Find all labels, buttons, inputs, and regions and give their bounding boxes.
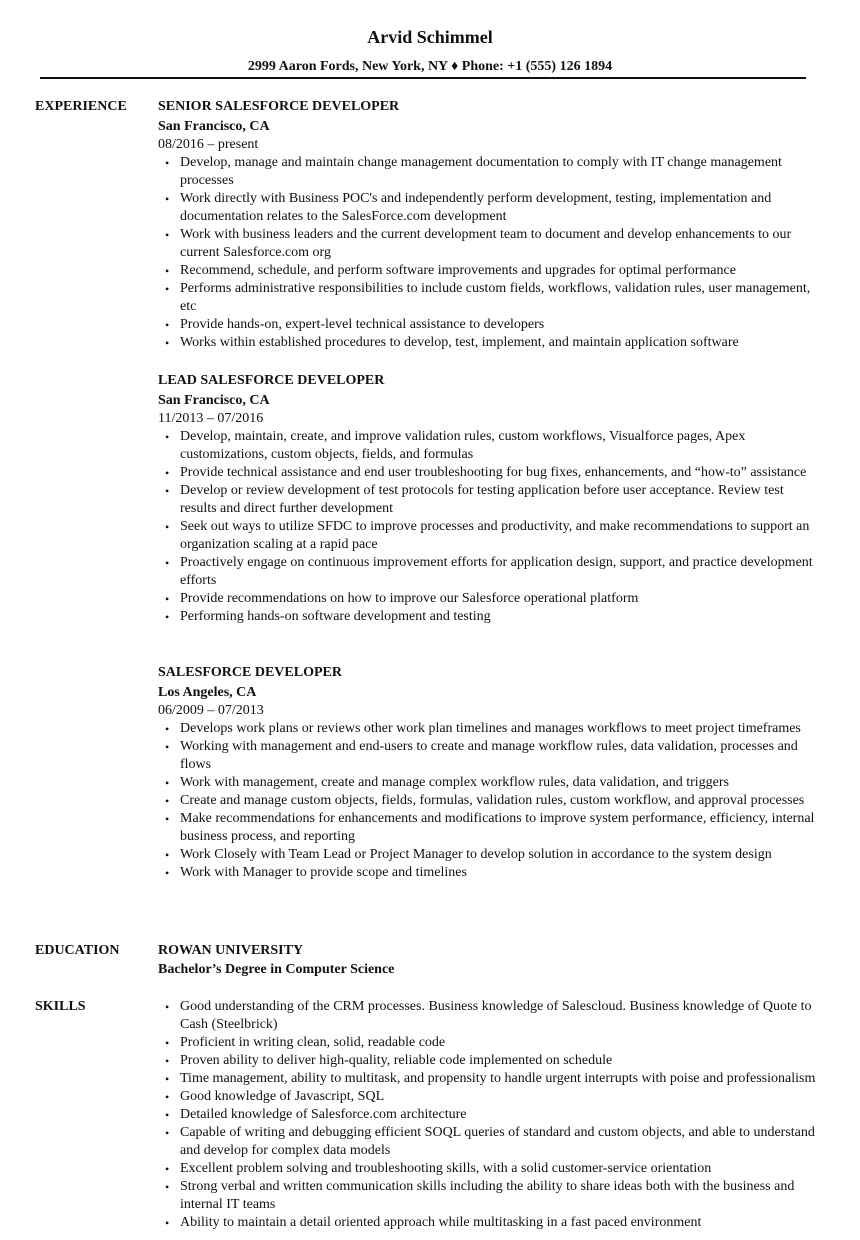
bullet-glyph: • <box>165 1126 170 1140</box>
job-location: San Francisco, CA <box>158 393 270 408</box>
bullet-text: Make recommendations for enhancements and modifications to improve system performance, efficiency, internal business process, and reporting <box>180 811 815 844</box>
bullet-text: Develop, maintain, create, and improve validation rules, custom workflows, Visualforce pages, Apex customizations, custom objects, fields, and formulas <box>180 429 746 462</box>
bullet-glyph: • <box>165 466 170 480</box>
bullet-text: Working with management and end-users to create and manage workflow rules, data validation, processes and flows <box>180 739 798 772</box>
bullet-text: Performs administrative responsibilities to include custom fields, workflows, validation rules, user management, etc <box>180 281 811 314</box>
bullet-glyph: • <box>165 794 170 808</box>
bullet-item <box>158 464 818 482</box>
bullet-text: Proactively engage on continuous improvement efforts for application design, support, and practice development efforts <box>180 555 813 588</box>
bullet-glyph: • <box>165 1162 170 1176</box>
bullet-text: Seek out ways to utilize SFDC to improve processes and productivity, and make recommendations to support an organization scaling at a rapid pace <box>180 519 810 552</box>
bullet-text: Create and manage custom objects, fields, formulas, validation rules, custom workflow, and approval processes <box>180 793 805 808</box>
job-location: Los Angeles, CA <box>158 685 257 700</box>
bullet-item <box>158 590 818 608</box>
skill-item <box>158 998 818 1034</box>
bullet-glyph: • <box>165 556 170 570</box>
bullet-text: Develop or review development of test protocols for testing application before user acceptance. Review test results and direct further development <box>180 483 784 516</box>
job-dates: 06/2009 – 07/2013 <box>158 703 264 718</box>
skill-text: Detailed knowledge of Salesforce.com architecture <box>180 1107 467 1122</box>
job-entry <box>158 664 818 882</box>
bullet-item <box>158 190 818 226</box>
bullet-glyph: • <box>165 866 170 880</box>
education-entry <box>158 942 818 979</box>
bullet-glyph: • <box>165 318 170 332</box>
job-title: SENIOR SALESFORCE DEVELOPER <box>158 99 400 114</box>
bullet-text: Work with business leaders and the current development team to document and develop enhancements to our current Salesforce.com org <box>180 227 792 260</box>
bullet-glyph: • <box>165 592 170 606</box>
skill-item <box>158 1088 818 1106</box>
bullet-glyph: • <box>165 520 170 534</box>
skill-item <box>158 1178 818 1214</box>
school-name: ROWAN UNIVERSITY <box>158 943 304 958</box>
skill-item <box>158 1106 818 1124</box>
bullet-glyph: • <box>165 1108 170 1122</box>
bullet-text: Works within established procedures to develop, test, implement, and maintain application software <box>180 335 739 350</box>
bullet-glyph: • <box>165 156 170 170</box>
bullet-text: Work with management, create and manage complex workflow rules, data validation, and triggers <box>180 775 729 790</box>
bullet-glyph: • <box>165 484 170 498</box>
skill-item <box>158 1052 818 1070</box>
skill-text: Ability to maintain a detail oriented approach while multitasking in a fast paced environment <box>180 1215 702 1230</box>
candidate-name: Arvid Schimmel <box>367 27 493 47</box>
bullet-item <box>158 554 818 590</box>
job-dates: 08/2016 – present <box>158 137 259 152</box>
experience-heading: EXPERIENCE <box>35 99 127 114</box>
bullet-item <box>158 774 818 792</box>
bullet-glyph: • <box>165 848 170 862</box>
bullet-glyph: • <box>165 776 170 790</box>
bullet-glyph: • <box>165 1000 170 1014</box>
contact-line: 2999 Aaron Fords, New York, NY ♦ Phone: +1 (555) 126 1894 <box>247 59 613 74</box>
job-bullets <box>158 428 818 626</box>
job-entry <box>158 98 818 352</box>
bullet-text: Develops work plans or reviews other work plan timelines and manages workflows to meet project timeframes <box>180 721 801 736</box>
bullet-glyph: • <box>165 430 170 444</box>
bullet-item <box>158 226 818 262</box>
skill-item <box>158 1034 818 1052</box>
bullet-item <box>158 262 818 280</box>
skill-text: Capable of writing and debugging efficient SOQL queries of standard and custom objects, and able to understand and develop for complex data models <box>180 1125 815 1158</box>
job-title: SALESFORCE DEVELOPER <box>158 665 342 680</box>
bullet-item <box>158 428 818 464</box>
education-heading: EDUCATION <box>35 943 120 958</box>
bullet-text: Provide hands-on, expert-level technical assistance to developers <box>180 317 545 332</box>
skill-text: Good knowledge of Javascript, SQL <box>180 1089 385 1104</box>
bullet-glyph: • <box>165 610 170 624</box>
skills-list-container <box>158 998 818 1232</box>
bullet-item <box>158 864 818 882</box>
bullet-item <box>158 482 818 518</box>
skill-text: Strong verbal and written communication skills including the ability to share ideas both with the business and internal IT teams <box>180 1179 795 1212</box>
bullet-glyph: • <box>165 1054 170 1068</box>
bullet-item <box>158 720 818 738</box>
skills-heading: SKILLS <box>35 999 86 1014</box>
skill-text: Good understanding of the CRM processes. Business knowledge of Salescloud. Business knowledge of Quote to Cash (Steelbrick) <box>180 999 812 1032</box>
skill-text: Time management, ability to multitask, and propensity to handle urgent interrupts with poise and professionalism <box>180 1071 816 1086</box>
bullet-glyph: • <box>165 740 170 754</box>
job-entry <box>158 372 818 626</box>
bullet-item <box>158 738 818 774</box>
bullet-text: Provide recommendations on how to improve our Salesforce operational platform <box>180 591 639 606</box>
bullet-item <box>158 608 818 626</box>
bullet-text: Performing hands-on software development and testing <box>180 609 491 624</box>
degree: Bachelor’s Degree in Computer Science <box>158 962 395 977</box>
bullet-item <box>158 154 818 190</box>
header-divider <box>40 77 806 79</box>
bullet-text: Work directly with Business POC's and independently perform development, testing, implementation and documentation relates to the SalesForce.com development <box>180 191 772 224</box>
job-dates: 11/2013 – 07/2016 <box>158 411 264 426</box>
skill-item <box>158 1214 818 1232</box>
job-bullets <box>158 720 818 882</box>
bullet-glyph: • <box>165 1216 170 1230</box>
bullet-glyph: • <box>165 1090 170 1104</box>
bullet-item <box>158 518 818 554</box>
skills-list <box>158 998 818 1232</box>
bullet-glyph: • <box>165 1180 170 1194</box>
bullet-item <box>158 280 818 316</box>
bullet-text: Develop, manage and maintain change management documentation to comply with IT change management processes <box>180 155 782 188</box>
bullet-glyph: • <box>165 1072 170 1086</box>
skill-text: Proven ability to deliver high-quality, reliable code implemented on schedule <box>180 1053 613 1068</box>
job-location: San Francisco, CA <box>158 119 270 134</box>
job-bullets <box>158 154 818 352</box>
bullet-glyph: • <box>165 1036 170 1050</box>
skill-text: Proficient in writing clean, solid, readable code <box>180 1035 446 1050</box>
bullet-text: Provide technical assistance and end user troubleshooting for bug fixes, enhancements, and “how-to” assistance <box>180 465 807 480</box>
bullet-text: Work with Manager to provide scope and timelines <box>180 865 467 880</box>
bullet-item <box>158 810 818 846</box>
bullet-item <box>158 316 818 334</box>
bullet-glyph: • <box>165 282 170 296</box>
bullet-glyph: • <box>165 264 170 278</box>
bullet-glyph: • <box>165 192 170 206</box>
bullet-item <box>158 846 818 864</box>
bullet-item <box>158 792 818 810</box>
bullet-text: Recommend, schedule, and perform software improvements and upgrades for optimal performance <box>180 263 736 278</box>
skill-text: Excellent problem solving and troubleshooting skills, with a solid customer-service orientation <box>180 1161 712 1176</box>
job-title: LEAD SALESFORCE DEVELOPER <box>158 373 385 388</box>
bullet-text: Work Closely with Team Lead or Project Manager to develop solution in accordance to the system design <box>180 847 772 862</box>
bullet-glyph: • <box>165 228 170 242</box>
bullet-item <box>158 334 818 352</box>
skill-item <box>158 1160 818 1178</box>
skill-item <box>158 1070 818 1088</box>
skill-item <box>158 1124 818 1160</box>
bullet-glyph: • <box>165 722 170 736</box>
bullet-glyph: • <box>165 812 170 826</box>
bullet-glyph: • <box>165 336 170 350</box>
